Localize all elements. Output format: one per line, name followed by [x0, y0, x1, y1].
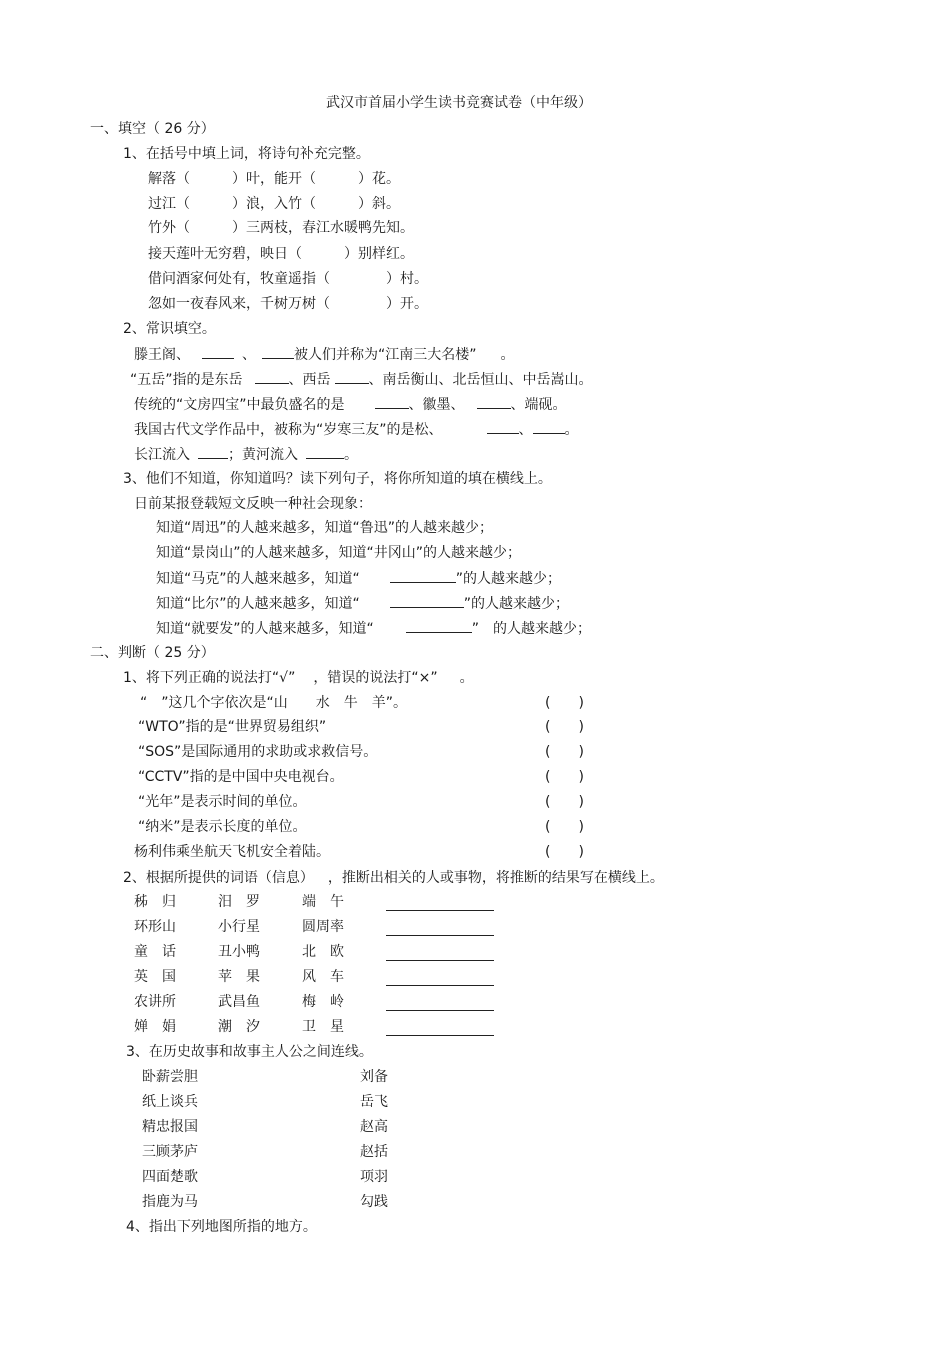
blank[interactable] [390, 593, 464, 608]
clue-word: 童 话 [134, 944, 176, 960]
answer-parens[interactable]: ( ) [545, 744, 584, 760]
person-item[interactable]: 赵高 [360, 1119, 388, 1135]
text: 长江流入 [134, 447, 190, 463]
blank[interactable] [262, 344, 294, 359]
answer-line[interactable] [386, 960, 494, 961]
text: ” [471, 621, 480, 637]
text: 传统的“文房四宝”中最负盛名的是 [134, 397, 345, 413]
blank[interactable] [375, 394, 409, 409]
clue-word: 潮 汐 [218, 1019, 260, 1035]
page-title: 武汉市首届小学生读书竞赛试卷（中年级） [326, 95, 592, 111]
blank[interactable] [477, 394, 511, 409]
text: ”的人越来越少； [455, 571, 562, 587]
answer-line[interactable] [386, 910, 494, 911]
answer-line[interactable] [386, 1010, 494, 1011]
phenomenon-line: 知道“周迅”的人越来越多，知道“鲁迅”的人越来越少； [156, 520, 494, 536]
text: 、端砚。 [510, 397, 567, 413]
clue-word: 梅 岭 [302, 994, 344, 1010]
answer-line[interactable] [386, 1035, 494, 1036]
q1-1-prompt: 1、在括号中填上词，将诗句补充完整。 [123, 146, 370, 162]
blank[interactable] [255, 369, 289, 384]
judge-item: “光年”是表示时间的单位。 [138, 794, 307, 810]
text: “五岳”指的是东岳 [130, 372, 243, 388]
clue-word: 汨 罗 [218, 894, 260, 910]
knowledge-line [134, 444, 358, 465]
q2-4-prompt: 4、指出下列地图所指的地方。 [126, 1219, 317, 1235]
phenomenon-line [156, 618, 591, 639]
text: 2、根据所提供的词语（信息） [123, 870, 314, 886]
q1-2-prompt: 2、常识填空。 [123, 321, 216, 337]
judge-item: “WTO”指的是“世界贸易组织” [138, 719, 327, 735]
text: 。 [500, 347, 515, 363]
clue-word: 农讲所 [134, 994, 176, 1010]
answer-parens[interactable]: ( ) [545, 844, 584, 860]
blank[interactable] [198, 444, 228, 459]
answer-line[interactable] [386, 935, 494, 936]
judge-item: “ ”这几个字依次是“山 水 牛 羊”。 [140, 695, 408, 711]
clue-word: 风 车 [302, 969, 344, 985]
phenomenon-line [156, 568, 561, 589]
story-item[interactable]: 四面楚歌 [142, 1169, 198, 1185]
clue-word: 婵 娟 [134, 1019, 176, 1035]
clue-word: 武昌鱼 [218, 994, 260, 1010]
person-item[interactable]: 岳飞 [360, 1094, 388, 1110]
text: 。 [459, 670, 474, 686]
clue-word: 苹 果 [218, 969, 260, 985]
story-item[interactable]: 精忠报国 [142, 1119, 198, 1135]
phenomenon-line: 知道“景岗山”的人越来越多，知道“井冈山”的人越来越少； [156, 545, 522, 561]
text: ”的人越来越少； [463, 596, 570, 612]
answer-parens[interactable]: ( ) [545, 794, 584, 810]
q2-2-prompt [123, 868, 664, 888]
person-item[interactable]: 项羽 [360, 1169, 388, 1185]
poem-line: 接天莲叶无穷碧，映日（ ）别样红。 [148, 246, 414, 262]
text: 滕王阁、 [134, 347, 190, 363]
clue-word: 英 国 [134, 969, 176, 985]
answer-line[interactable] [386, 985, 494, 986]
text: 知道“就要发”的人越来越多，知道“ [156, 621, 374, 637]
story-item[interactable]: 卧薪尝胆 [142, 1069, 198, 1085]
text: ，错误的说法打“×” [313, 670, 438, 686]
person-item[interactable]: 赵括 [360, 1144, 388, 1160]
poem-line: 忽如一夜春风来，千树万树（ ）开。 [148, 296, 428, 312]
blank[interactable] [306, 444, 344, 459]
text: ；黄河流入 [228, 447, 298, 463]
clue-word: 北 欧 [302, 944, 344, 960]
text: 被人们并称为“江南三大名楼” [294, 347, 477, 363]
clue-word: 秭 归 [134, 894, 176, 910]
answer-parens[interactable]: ( ) [545, 769, 584, 785]
q2-1-prompt [123, 668, 474, 688]
judge-item: “纳米”是表示长度的单位。 [138, 819, 307, 835]
knowledge-line [134, 394, 567, 415]
phenomenon-line [156, 593, 569, 614]
text: 。 [564, 422, 579, 438]
story-item[interactable]: 指鹿为马 [142, 1194, 198, 1210]
text: ，推断出相关的人或事物，将推断的结果写在横线上。 [327, 870, 664, 886]
story-item[interactable]: 纸上谈兵 [142, 1094, 198, 1110]
text: 知道“比尔”的人越来越多，知道“ [156, 596, 360, 612]
blank[interactable] [335, 369, 369, 384]
text: 。 [344, 447, 358, 463]
judge-item: 杨利伟乘坐航天飞机安全着陆。 [134, 844, 330, 860]
text: 知道“马克”的人越来越多，知道“ [156, 571, 360, 587]
blank[interactable] [202, 344, 234, 359]
poem-line: 解落（ ）叶，能开（ ）花。 [148, 171, 400, 187]
clue-word: 端 午 [302, 894, 344, 910]
text: 我国古代文学作品中，被称为“岁寒三友”的是松、 [134, 422, 443, 438]
clue-word: 小行星 [218, 919, 260, 935]
text: 、西岳 [288, 372, 331, 388]
story-item[interactable]: 三顾茅庐 [142, 1144, 198, 1160]
text: 、南岳衡山、北岳恒山、中岳嵩山。 [368, 372, 593, 388]
answer-parens[interactable]: ( ) [545, 719, 584, 735]
poem-line: 借问酒家何处有，牧童遥指（ ）村。 [148, 271, 428, 287]
q1-3-prompt: 3、他们不知道，你知道吗？读下列句子，将你所知道的填在横线上。 [123, 471, 552, 487]
section-1-heading: 一、填空（ 26 分） [90, 121, 215, 137]
blank[interactable] [390, 568, 456, 583]
blank[interactable] [533, 419, 565, 434]
poem-line: 竹外（ ）三两枝，春江水暖鸭先知。 [148, 220, 414, 236]
clue-word: 圆周率 [302, 919, 344, 935]
section-2-heading: 二、判断（ 25 分） [90, 645, 215, 661]
text: 、 [518, 422, 533, 438]
blank[interactable] [487, 419, 519, 434]
poem-line: 过江（ ）浪，入竹（ ）斜。 [148, 196, 400, 212]
text: 、徽墨、 [408, 397, 465, 413]
q2-3-prompt: 3、在历史故事和故事主人公之间连线。 [126, 1044, 373, 1060]
clue-word: 卫 星 [302, 1019, 344, 1035]
judge-item: “CCTV”指的是中国中央电视台。 [138, 769, 344, 785]
q1-3-intro: 日前某报登载短文反映一种社会现象： [134, 496, 372, 512]
person-item[interactable]: 勾践 [360, 1194, 388, 1210]
clue-word: 丑小鸭 [218, 944, 260, 960]
knowledge-line [134, 344, 515, 365]
knowledge-line [130, 369, 593, 390]
clue-word: 环形山 [134, 919, 176, 935]
person-item[interactable]: 刘备 [360, 1069, 388, 1085]
judge-item: “SOS”是国际通用的求助或求救信号。 [138, 744, 378, 760]
text: 1、将下列正确的说法打“√” [123, 670, 296, 686]
text: 、 [242, 347, 256, 363]
knowledge-line [134, 419, 579, 440]
text: 的人越来越少； [493, 621, 592, 637]
blank[interactable] [406, 618, 472, 633]
answer-parens[interactable]: ( ) [545, 819, 584, 835]
answer-parens[interactable]: ( ) [545, 695, 584, 711]
